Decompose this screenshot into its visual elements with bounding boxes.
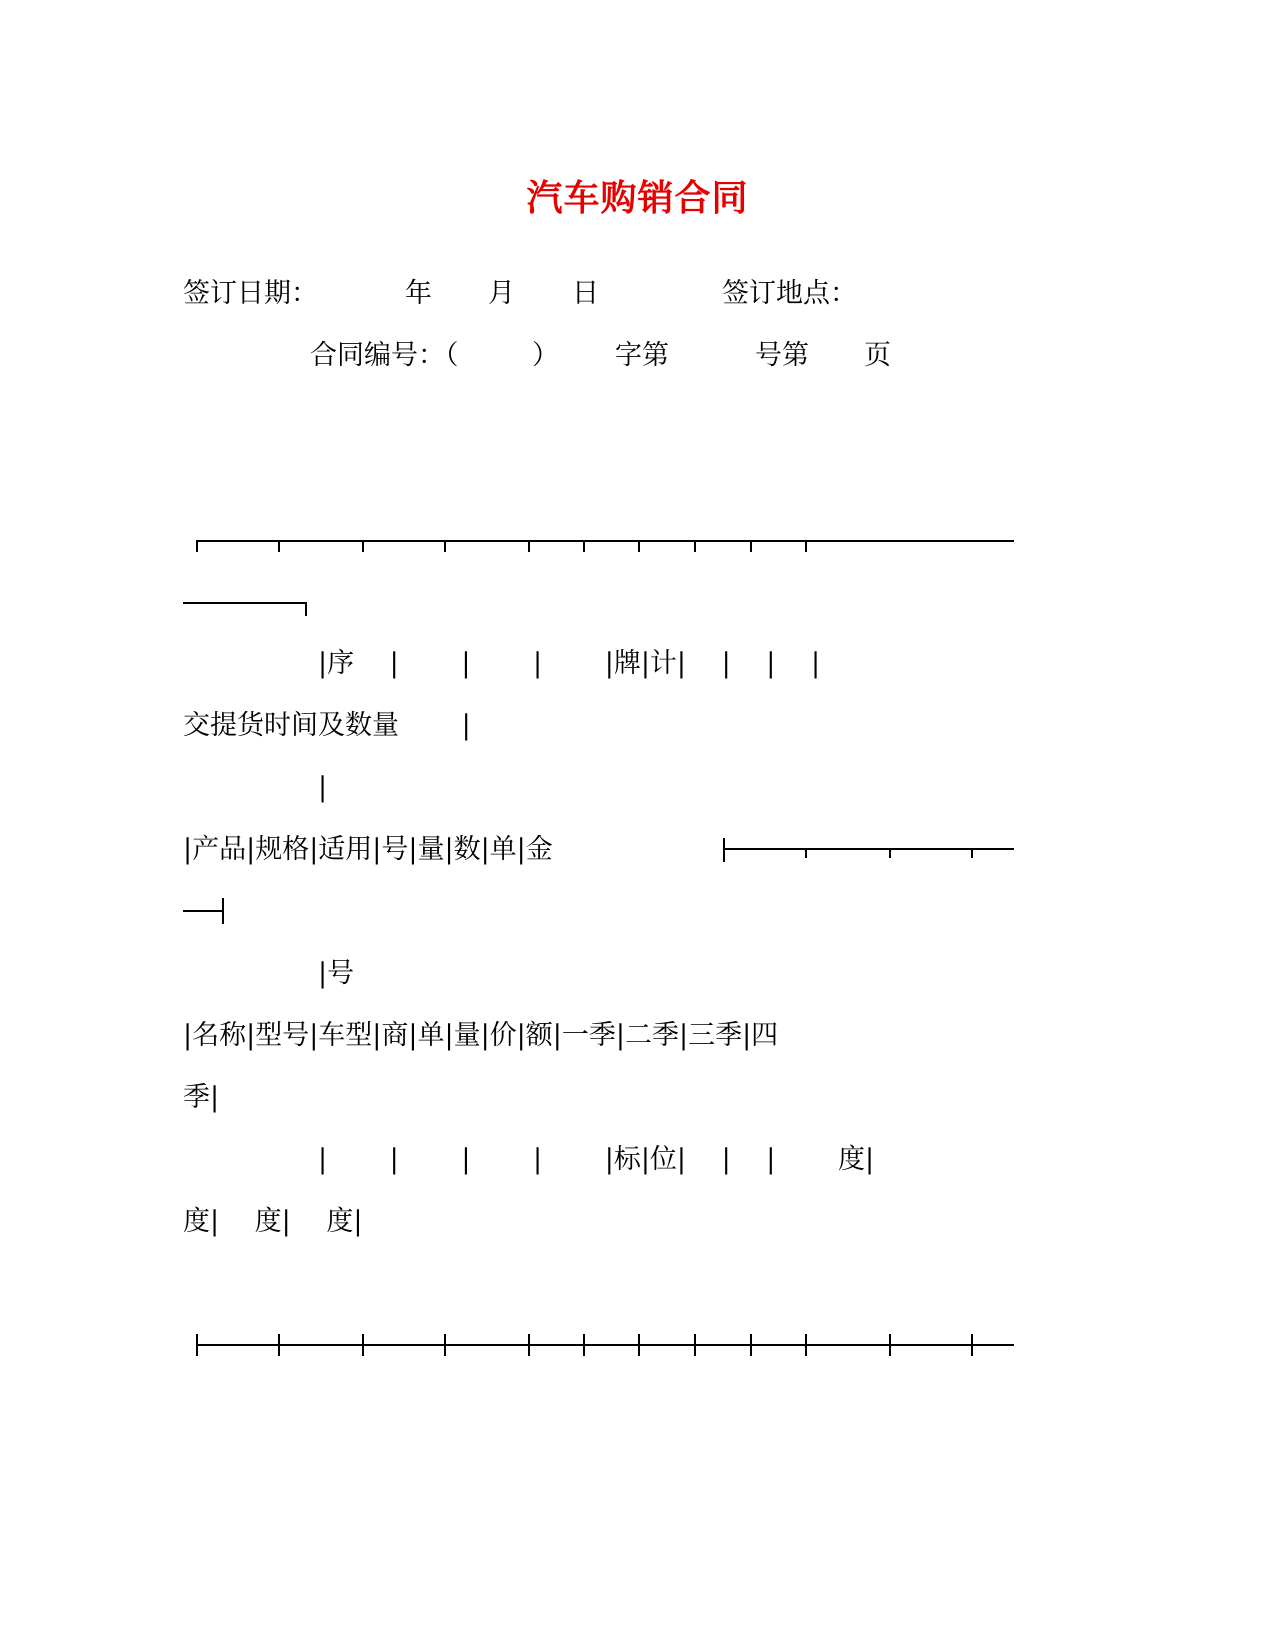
sign-date-label: 签订日期：	[183, 278, 318, 309]
table-row-header-6: |名称|型号|车型|商|单|量|价|额|一季|二季|三季|四	[183, 1020, 779, 1051]
table-row-header-2: 交提货时间及数量 |	[183, 710, 471, 741]
hao-di-label: 号第	[755, 340, 809, 371]
table-row-header-3: |	[318, 772, 328, 803]
table-row-header-4: |产品|规格|适用|号|量|数|单|金	[183, 834, 553, 865]
sign-place-label: 签订地点：	[722, 278, 857, 309]
table-row-header-8: | | | | |标|位| | | 度|	[318, 1144, 875, 1175]
day-label: 日	[572, 278, 599, 309]
table-row-header-5: |号	[318, 958, 355, 989]
table-row-header-7: 季|	[183, 1082, 220, 1113]
contract-no-close: ）	[532, 340, 559, 371]
table-row-header-9: 度| 度| 度|	[183, 1206, 363, 1237]
month-label: 月	[488, 278, 515, 309]
table-row-header-1: |序 | | | |牌|计| | | |	[318, 648, 821, 679]
zi-di-label: 字第	[615, 340, 669, 371]
document-title: 汽车购销合同	[526, 177, 749, 219]
year-label: 年	[405, 278, 432, 309]
contract-no-label: 合同编号：（	[310, 340, 459, 371]
ye-label: 页	[864, 340, 891, 371]
